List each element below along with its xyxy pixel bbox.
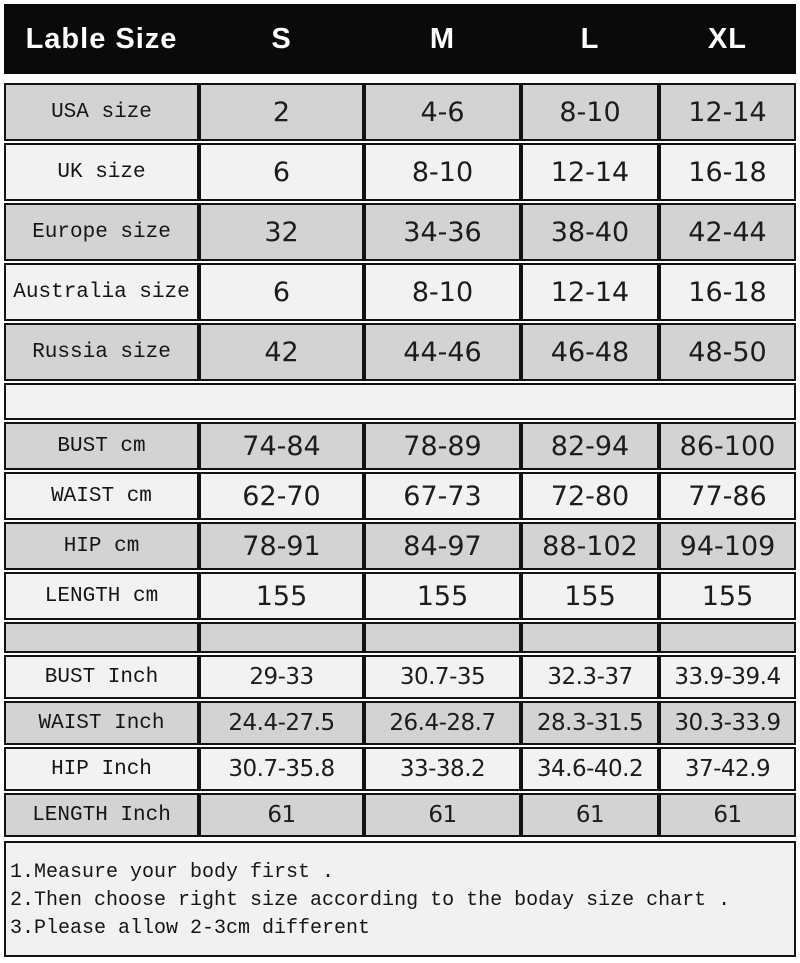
spacer-cell [521, 622, 659, 653]
header-label: Lable Size [25, 22, 178, 55]
table-row [4, 655, 796, 699]
row-label: USA size [4, 83, 199, 141]
table-row [4, 422, 796, 470]
value-cell: 44-46 [364, 323, 521, 381]
table-row [4, 572, 796, 620]
value-cell: 61 [199, 793, 364, 837]
table-row [4, 472, 796, 520]
value-cell: 94-109 [659, 522, 796, 570]
value-cell: 33-38.2 [364, 747, 521, 791]
value-cell: 34.6-40.2 [521, 747, 659, 791]
row-label: UK size [4, 143, 199, 201]
value-cell: 61 [364, 793, 521, 837]
value-cell: 4-6 [364, 83, 521, 141]
value-cell: 6 [199, 143, 364, 201]
header-col-s: S [271, 22, 292, 55]
value-cell: 8-10 [364, 143, 521, 201]
row-label: LENGTH Inch [4, 793, 199, 837]
row-label: LENGTH cm [4, 572, 199, 620]
value-cell: 61 [659, 793, 796, 837]
row-label: Europe size [4, 203, 199, 261]
table-body [4, 83, 796, 837]
value-cell: 24.4-27.5 [199, 701, 364, 745]
value-cell: 62-70 [199, 472, 364, 520]
size-chart-table [4, 81, 796, 839]
row-label: Russia size [4, 323, 199, 381]
value-cell: 28.3-31.5 [521, 701, 659, 745]
value-cell: 26.4-28.7 [364, 701, 521, 745]
value-cell: 30.7-35.8 [199, 747, 364, 791]
value-cell: 46-48 [521, 323, 659, 381]
row-label: BUST cm [4, 422, 199, 470]
value-cell: 16-18 [659, 263, 796, 321]
table-row [4, 522, 796, 570]
value-cell: 12-14 [521, 263, 659, 321]
note-line: 1.Measure your body first . [10, 861, 335, 884]
value-cell: 155 [364, 572, 521, 620]
value-cell: 34-36 [364, 203, 521, 261]
value-cell: 33.9-39.4 [659, 655, 796, 699]
header-col-xl: XL [707, 22, 748, 55]
value-cell: 6 [199, 263, 364, 321]
value-cell: 78-89 [364, 422, 521, 470]
row-label: WAIST cm [4, 472, 199, 520]
notes-box [4, 841, 796, 957]
value-cell: 30.7-35 [364, 655, 521, 699]
value-cell: 88-102 [521, 522, 659, 570]
value-cell: 86-100 [659, 422, 796, 470]
value-cell: 2 [199, 83, 364, 141]
spacer-cell [4, 622, 199, 653]
row-label: HIP cm [4, 522, 199, 570]
spacer-row [4, 622, 796, 653]
value-cell: 12-14 [521, 143, 659, 201]
note-line: 2.Then choose right size according to the boday size chart . [10, 889, 731, 912]
spacer-cell [199, 622, 364, 653]
table-row [4, 323, 796, 381]
value-cell: 155 [521, 572, 659, 620]
value-cell: 38-40 [521, 203, 659, 261]
value-cell: 12-14 [659, 83, 796, 141]
table-row [4, 747, 796, 791]
header-col-m: M [429, 22, 456, 55]
value-cell: 78-91 [199, 522, 364, 570]
value-cell: 82-94 [521, 422, 659, 470]
value-cell: 8-10 [364, 263, 521, 321]
row-label: WAIST Inch [4, 701, 199, 745]
value-cell: 61 [521, 793, 659, 837]
value-cell: 16-18 [659, 143, 796, 201]
spacer-cell [364, 622, 521, 653]
table-row [4, 203, 796, 261]
value-cell: 155 [199, 572, 364, 620]
value-cell: 72-80 [521, 472, 659, 520]
spacer-cell [4, 383, 796, 420]
header-col-l: L [580, 22, 600, 55]
table-header [4, 4, 796, 74]
row-label: Australia size [4, 263, 199, 321]
table-row [4, 143, 796, 201]
value-cell: 32 [199, 203, 364, 261]
table-row [4, 83, 796, 141]
value-cell: 77-86 [659, 472, 796, 520]
value-cell: 42-44 [659, 203, 796, 261]
spacer-row [4, 383, 796, 420]
value-cell: 84-97 [364, 522, 521, 570]
value-cell: 48-50 [659, 323, 796, 381]
row-label: HIP Inch [4, 747, 199, 791]
value-cell: 37-42.9 [659, 747, 796, 791]
value-cell: 29-33 [199, 655, 364, 699]
spacer-cell [659, 622, 796, 653]
row-label: BUST Inch [4, 655, 199, 699]
value-cell: 67-73 [364, 472, 521, 520]
value-cell: 155 [659, 572, 796, 620]
value-cell: 32.3-37 [521, 655, 659, 699]
table-row [4, 263, 796, 321]
value-cell: 8-10 [521, 83, 659, 141]
value-cell: 74-84 [199, 422, 364, 470]
table-row [4, 793, 796, 837]
note-line: 3.Please allow 2-3cm different [10, 917, 371, 940]
value-cell: 30.3-33.9 [659, 701, 796, 745]
value-cell: 42 [199, 323, 364, 381]
table-row [4, 701, 796, 745]
